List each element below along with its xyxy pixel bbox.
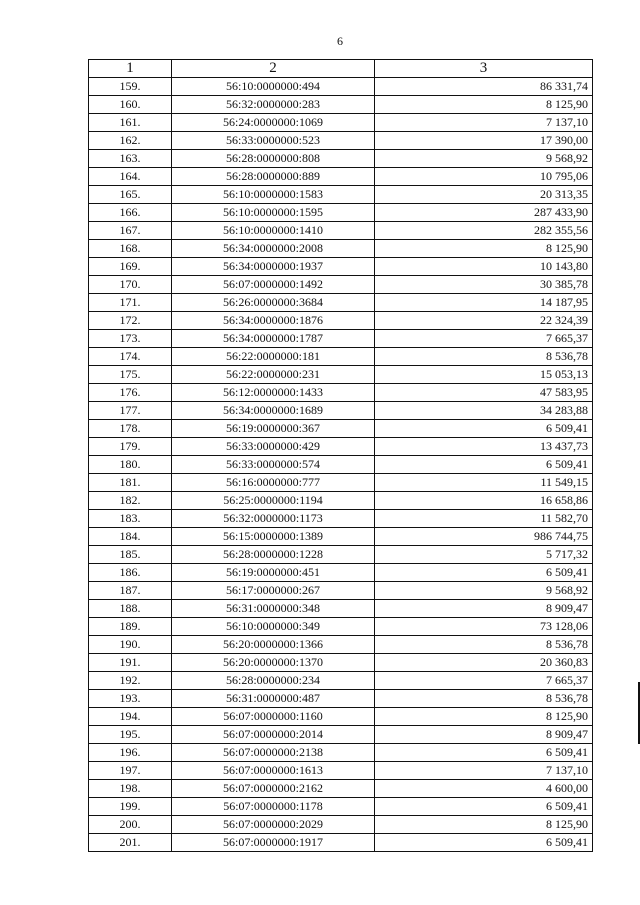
cadastral-number-cell: 56:19:0000000:367 [172,420,375,438]
table-row [89,546,593,564]
cadastral-number-cell: 56:07:0000000:2029 [172,816,375,834]
row-number-cell: 182. [89,492,172,510]
row-number-cell: 174. [89,348,172,366]
table-row [89,438,593,456]
cadastral-number-cell: 56:10:0000000:1583 [172,186,375,204]
cadastral-number-cell: 56:07:0000000:1178 [172,798,375,816]
amount-cell: 13 437,73 [375,438,593,456]
amount-cell: 20 313,35 [375,186,593,204]
row-number-cell: 171. [89,294,172,312]
table-row [89,114,593,132]
cadastral-number-cell: 56:10:0000000:1410 [172,222,375,240]
cadastral-number-cell: 56:34:0000000:1876 [172,312,375,330]
amount-cell: 17 390,00 [375,132,593,150]
amount-cell: 282 355,56 [375,222,593,240]
table-row [89,798,593,816]
table-row [89,816,593,834]
table-row [89,672,593,690]
cadastral-number-cell: 56:28:0000000:234 [172,672,375,690]
cadastral-number-cell: 56:07:0000000:2014 [172,726,375,744]
cadastral-number-cell: 56:33:0000000:574 [172,456,375,474]
row-number-cell: 183. [89,510,172,528]
row-number-cell: 163. [89,150,172,168]
table-row [89,690,593,708]
table-row [89,366,593,384]
row-number-cell: 198. [89,780,172,798]
column-header-3: 3 [375,60,593,78]
cadastral-number-cell: 56:17:0000000:267 [172,582,375,600]
row-number-cell: 184. [89,528,172,546]
table-row [89,132,593,150]
row-number-cell: 172. [89,312,172,330]
amount-cell: 8 536,78 [375,636,593,654]
row-number-cell: 200. [89,816,172,834]
cadastral-number-cell: 56:07:0000000:2138 [172,744,375,762]
cadastral-number-cell: 56:20:0000000:1366 [172,636,375,654]
amount-cell: 7 665,37 [375,330,593,348]
table-row [89,726,593,744]
table-row [89,762,593,780]
table-row [89,510,593,528]
table-row [89,708,593,726]
table-row [89,276,593,294]
column-header-2: 2 [172,60,375,78]
amount-cell: 7 665,37 [375,672,593,690]
table-row [89,492,593,510]
amount-cell: 8 125,90 [375,816,593,834]
table-row [89,474,593,492]
table-row [89,222,593,240]
table-row [89,600,593,618]
table-row [89,780,593,798]
amount-cell: 14 187,95 [375,294,593,312]
parcel-table-container [88,59,592,852]
cadastral-number-cell: 56:16:0000000:777 [172,474,375,492]
amount-cell: 73 128,06 [375,618,593,636]
amount-cell: 4 600,00 [375,780,593,798]
table-row [89,258,593,276]
amount-cell: 6 509,41 [375,420,593,438]
row-number-cell: 181. [89,474,172,492]
amount-cell: 5 717,32 [375,546,593,564]
cadastral-number-cell: 56:34:0000000:1937 [172,258,375,276]
row-number-cell: 167. [89,222,172,240]
row-number-cell: 186. [89,564,172,582]
table-row [89,78,593,96]
row-number-cell: 161. [89,114,172,132]
amount-cell: 287 433,90 [375,204,593,222]
cadastral-number-cell: 56:07:0000000:1160 [172,708,375,726]
cadastral-number-cell: 56:10:0000000:1595 [172,204,375,222]
amount-cell: 11 582,70 [375,510,593,528]
row-number-cell: 192. [89,672,172,690]
table-row [89,636,593,654]
row-number-cell: 194. [89,708,172,726]
table-row [89,186,593,204]
table-row [89,420,593,438]
row-number-cell: 187. [89,582,172,600]
cadastral-number-cell: 56:31:0000000:487 [172,690,375,708]
table-row [89,528,593,546]
cadastral-number-cell: 56:15:0000000:1389 [172,528,375,546]
amount-cell: 10 143,80 [375,258,593,276]
row-number-cell: 201. [89,834,172,852]
row-number-cell: 176. [89,384,172,402]
cadastral-number-cell: 56:34:0000000:2008 [172,240,375,258]
row-number-cell: 173. [89,330,172,348]
row-number-cell: 175. [89,366,172,384]
amount-cell: 8 125,90 [375,240,593,258]
cadastral-number-cell: 56:07:0000000:1492 [172,276,375,294]
cadastral-number-cell: 56:10:0000000:494 [172,78,375,96]
table-row [89,96,593,114]
amount-cell: 6 509,41 [375,798,593,816]
cadastral-number-cell: 56:07:0000000:1917 [172,834,375,852]
amount-cell: 34 283,88 [375,402,593,420]
table-row [89,204,593,222]
cadastral-number-cell: 56:24:0000000:1069 [172,114,375,132]
row-number-cell: 195. [89,726,172,744]
page-number: 6 [337,34,343,48]
table-row [89,564,593,582]
cadastral-number-cell: 56:12:0000000:1433 [172,384,375,402]
row-number-cell: 159. [89,78,172,96]
row-number-cell: 178. [89,420,172,438]
amount-cell: 11 549,15 [375,474,593,492]
table-row [89,168,593,186]
row-number-cell: 199. [89,798,172,816]
amount-cell: 47 583,95 [375,384,593,402]
table-row [89,330,593,348]
amount-cell: 16 658,86 [375,492,593,510]
row-number-cell: 169. [89,258,172,276]
cadastral-number-cell: 56:28:0000000:889 [172,168,375,186]
table-row [89,348,593,366]
row-number-cell: 168. [89,240,172,258]
parcel-table [88,59,593,852]
table-row [89,150,593,168]
row-number-cell: 185. [89,546,172,564]
row-number-cell: 196. [89,744,172,762]
row-number-cell: 193. [89,690,172,708]
cadastral-number-cell: 56:31:0000000:348 [172,600,375,618]
cadastral-number-cell: 56:22:0000000:231 [172,366,375,384]
table-row [89,654,593,672]
row-number-cell: 165. [89,186,172,204]
amount-cell: 986 744,75 [375,528,593,546]
amount-cell: 8 125,90 [375,708,593,726]
cadastral-number-cell: 56:25:0000000:1194 [172,492,375,510]
row-number-cell: 170. [89,276,172,294]
table-row [89,384,593,402]
table-body [89,78,593,852]
amount-cell: 9 568,92 [375,582,593,600]
table-row [89,744,593,762]
row-number-cell: 180. [89,456,172,474]
table-row [89,456,593,474]
cadastral-number-cell: 56:22:0000000:181 [172,348,375,366]
amount-cell: 86 331,74 [375,78,593,96]
cadastral-number-cell: 56:07:0000000:2162 [172,780,375,798]
table-row [89,312,593,330]
table-row [89,618,593,636]
amount-cell: 10 795,06 [375,168,593,186]
cadastral-number-cell: 56:28:0000000:808 [172,150,375,168]
row-number-cell: 164. [89,168,172,186]
row-number-cell: 166. [89,204,172,222]
cadastral-number-cell: 56:10:0000000:349 [172,618,375,636]
cadastral-number-cell: 56:34:0000000:1689 [172,402,375,420]
amount-cell: 30 385,78 [375,276,593,294]
amount-cell: 15 053,13 [375,366,593,384]
amount-cell: 6 509,41 [375,834,593,852]
cadastral-number-cell: 56:07:0000000:1613 [172,762,375,780]
amount-cell: 9 568,92 [375,150,593,168]
row-number-cell: 179. [89,438,172,456]
amount-cell: 7 137,10 [375,762,593,780]
row-number-cell: 189. [89,618,172,636]
amount-cell: 8 536,78 [375,690,593,708]
table-row [89,240,593,258]
table-row [89,834,593,852]
amount-cell: 8 536,78 [375,348,593,366]
amount-cell: 7 137,10 [375,114,593,132]
row-number-cell: 162. [89,132,172,150]
amount-cell: 8 909,47 [375,726,593,744]
cadastral-number-cell: 56:32:0000000:1173 [172,510,375,528]
cadastral-number-cell: 56:19:0000000:451 [172,564,375,582]
row-number-cell: 188. [89,600,172,618]
cadastral-number-cell: 56:28:0000000:1228 [172,546,375,564]
row-number-cell: 197. [89,762,172,780]
amount-cell: 6 509,41 [375,564,593,582]
cadastral-number-cell: 56:34:0000000:1787 [172,330,375,348]
table-header-row [89,60,593,78]
cadastral-number-cell: 56:20:0000000:1370 [172,654,375,672]
amount-cell: 8 909,47 [375,600,593,618]
table-row [89,294,593,312]
row-number-cell: 191. [89,654,172,672]
row-number-cell: 190. [89,636,172,654]
table-row [89,582,593,600]
amount-cell: 8 125,90 [375,96,593,114]
cadastral-number-cell: 56:33:0000000:429 [172,438,375,456]
cadastral-number-cell: 56:33:0000000:523 [172,132,375,150]
amount-cell: 22 324,39 [375,312,593,330]
cadastral-number-cell: 56:32:0000000:283 [172,96,375,114]
row-number-cell: 160. [89,96,172,114]
amount-cell: 6 509,41 [375,744,593,762]
table-row [89,402,593,420]
row-number-cell: 177. [89,402,172,420]
cadastral-number-cell: 56:26:0000000:3684 [172,294,375,312]
amount-cell: 6 509,41 [375,456,593,474]
column-header-1: 1 [89,60,172,78]
amount-cell: 20 360,83 [375,654,593,672]
